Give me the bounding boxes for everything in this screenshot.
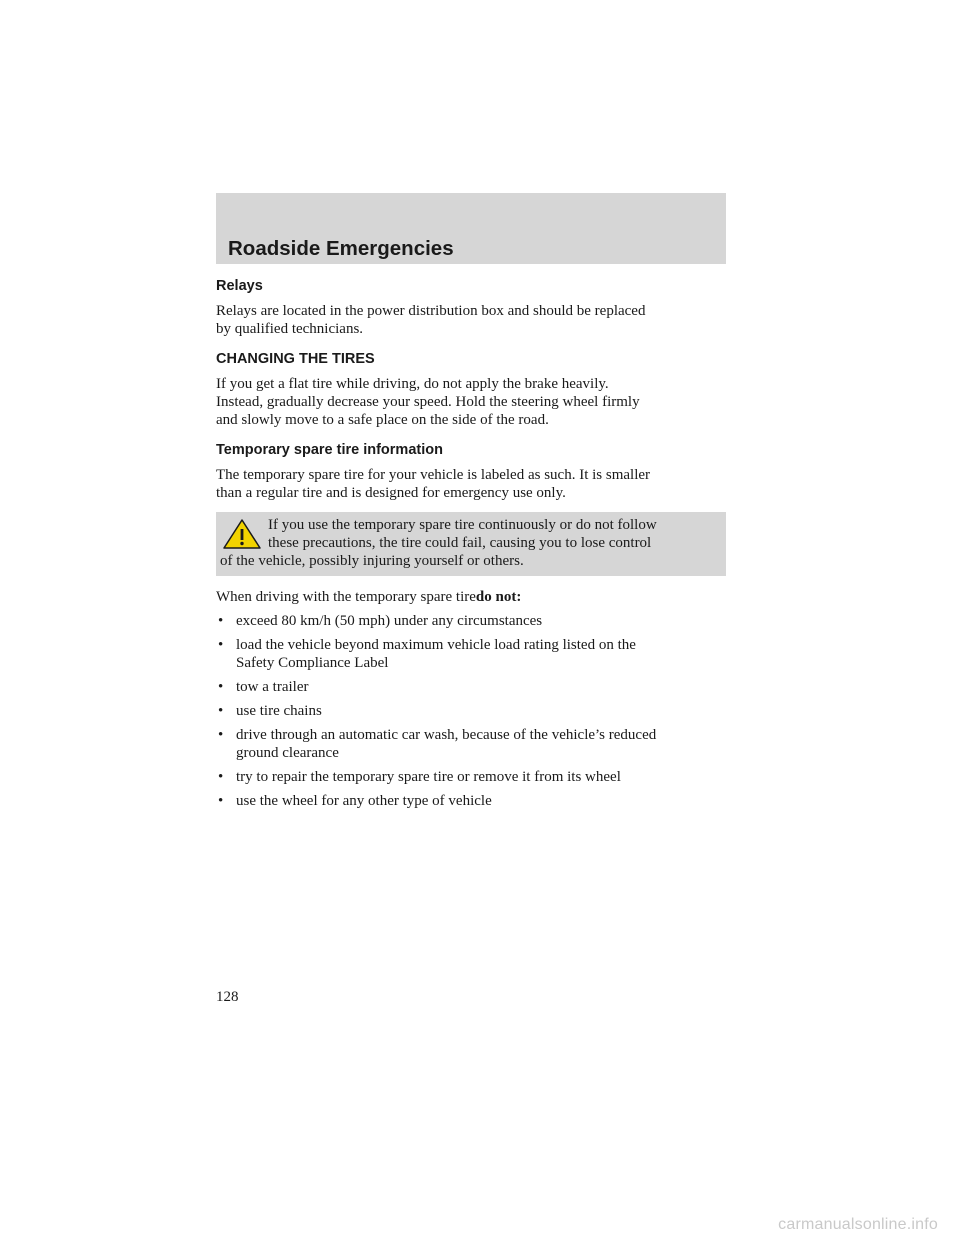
- list-item-line-1: try to repair the temporary spare tire or remove it from its wheel: [236, 769, 621, 785]
- changing-tires-paragraph: [216, 375, 726, 429]
- list-item-line-1: use the wheel for any other type of vehicle: [236, 793, 492, 809]
- list-item: [216, 678, 726, 696]
- list-item: [216, 612, 726, 630]
- list-item-line-1: drive through an automatic car wash, because of the vehicle’s reduced: [236, 727, 657, 743]
- warning-line-3: of the vehicle, possibly injuring yourself or others.: [220, 553, 524, 569]
- list-item-line-1: use tire chains: [236, 703, 322, 719]
- bullet-icon: •: [218, 727, 224, 743]
- section-title: Roadside Emergencies: [228, 237, 454, 260]
- do-not-list: [216, 612, 726, 810]
- relays-paragraph: [216, 302, 726, 338]
- driving-intro-text: When driving with the temporary spare tire: [216, 589, 476, 605]
- changing-line-3: and slowly move to a safe place on the side of the road.: [216, 412, 549, 428]
- changing-line-1: If you get a flat tire while driving, do not apply the brake heavily.: [216, 376, 609, 392]
- spare-line-2: than a regular tire and is designed for emergency use only.: [216, 485, 566, 501]
- list-item: [216, 726, 726, 762]
- list-item: [216, 702, 726, 720]
- list-item-line-1: load the vehicle beyond maximum vehicle load rating listed on the: [236, 637, 636, 653]
- bullet-icon: •: [218, 793, 224, 809]
- list-item-line-1: exceed 80 km/h (50 mph) under any circumstances: [236, 613, 543, 629]
- changing-tires-heading: CHANGING THE TIRES: [216, 351, 375, 367]
- list-item-line-1: tow a trailer: [236, 679, 309, 695]
- warning-line-1: If you use the temporary spare tire continuously or do not follow: [268, 517, 657, 533]
- warning-box: [216, 512, 726, 576]
- spare-tire-paragraph: [216, 466, 726, 502]
- section-header-band: [216, 193, 726, 264]
- watermark: carmanualsonline.info: [778, 1216, 938, 1233]
- bullet-icon: •: [218, 703, 224, 719]
- relays-heading: Relays: [216, 278, 263, 294]
- list-item-line-2: ground clearance: [236, 745, 339, 761]
- list-item: [216, 636, 726, 672]
- bullet-icon: •: [218, 613, 224, 629]
- changing-line-2: Instead, gradually decrease your speed. Hold the steering wheel firmly: [216, 394, 640, 410]
- list-item: [216, 768, 726, 786]
- spare-line-1: The temporary spare tire for your vehicle is labeled as such. It is smaller: [216, 467, 651, 483]
- bullet-icon: •: [218, 637, 224, 653]
- list-item: [216, 792, 726, 810]
- relays-line-1: Relays are located in the power distribution box and should be replaced: [216, 303, 646, 319]
- page-content: [216, 276, 726, 810]
- warning-triangle-icon: [220, 516, 264, 552]
- bullet-icon: •: [218, 769, 224, 785]
- page-number: 128: [216, 989, 239, 1005]
- spare-tire-heading: Temporary spare tire information: [216, 442, 443, 458]
- warning-line-2: these precautions, the tire could fail, causing you to lose control: [268, 535, 652, 551]
- bullet-icon: •: [218, 679, 224, 695]
- driving-intro-emphasis: do not:: [475, 589, 522, 605]
- driving-intro: [216, 588, 726, 606]
- list-item-line-2: Safety Compliance Label: [236, 655, 389, 671]
- relays-line-2: by qualified technicians.: [216, 321, 364, 337]
